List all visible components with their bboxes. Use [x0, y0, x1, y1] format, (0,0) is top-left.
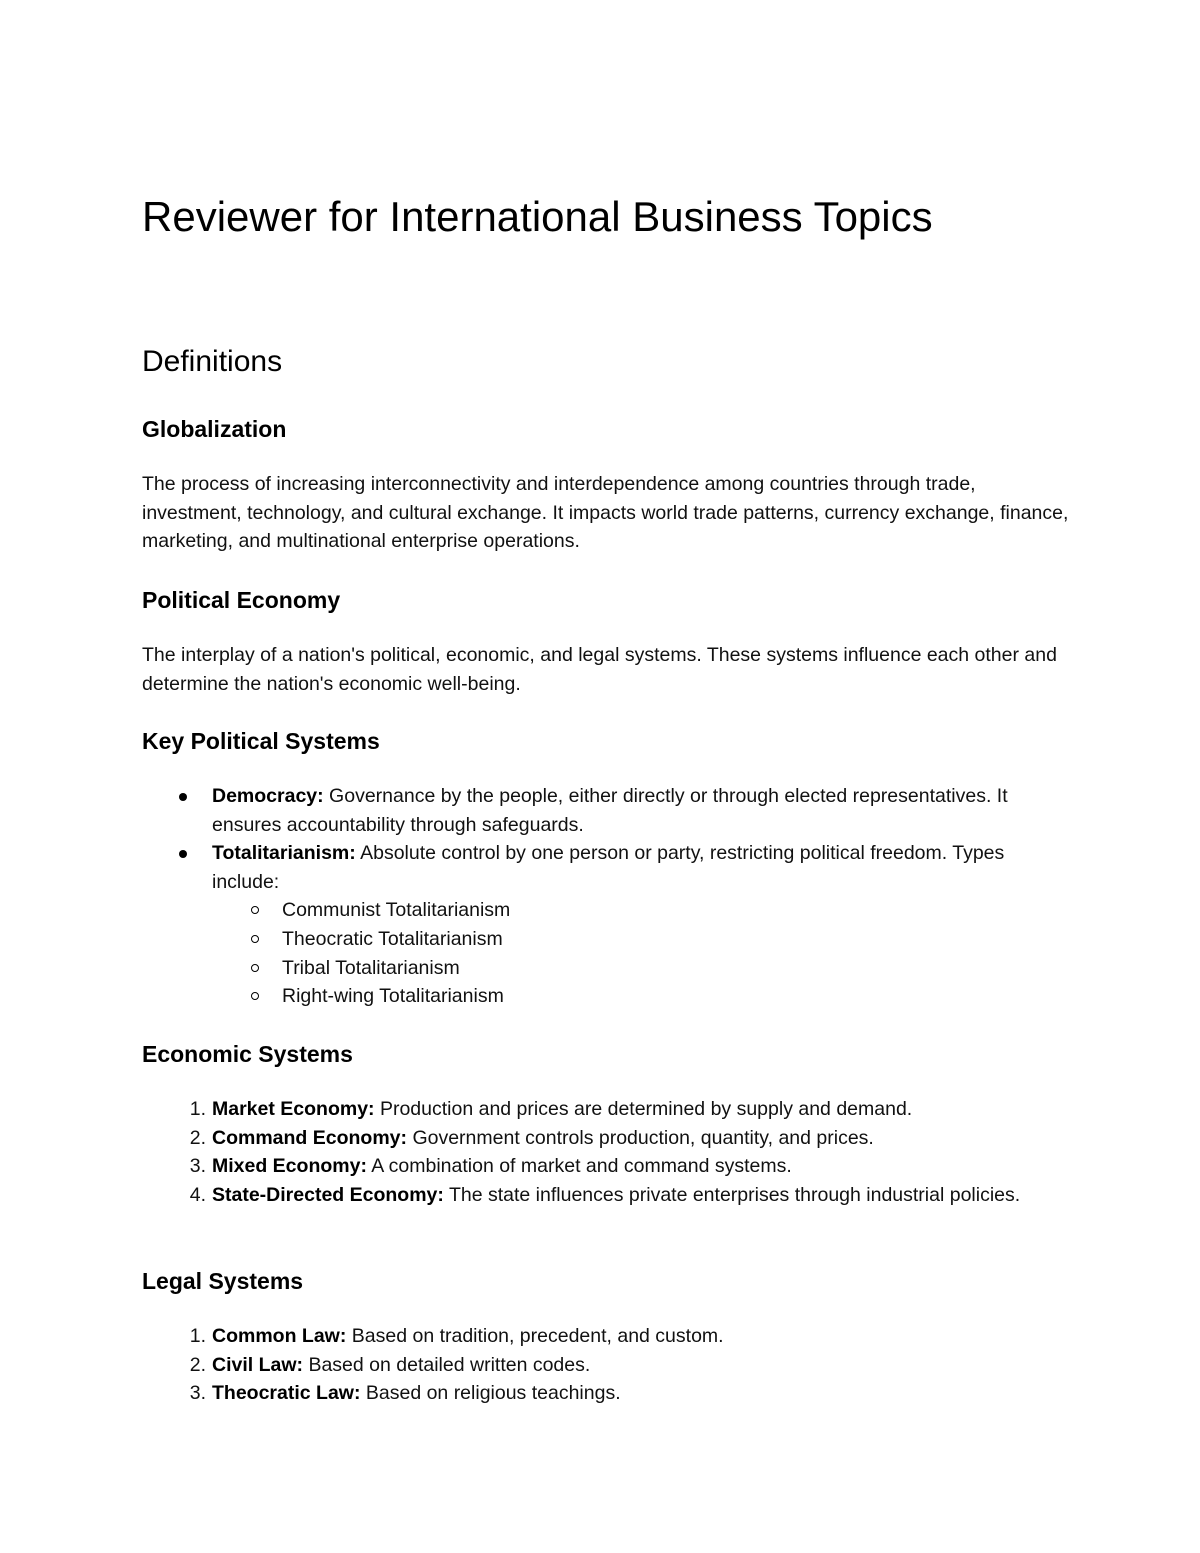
bullet-icon — [179, 793, 187, 801]
list-item-totalitarianism — [142, 839, 1072, 1011]
definitions-heading: Definitions — [142, 345, 283, 378]
political-economy-heading: Political Economy — [142, 587, 341, 613]
term-label: Command Economy: — [212, 1126, 408, 1149]
term-label: Civil Law: — [212, 1353, 304, 1376]
term-description: The state influences private enterprises through industrial policies. — [443, 1183, 1021, 1206]
list-number: 1. — [189, 1325, 206, 1347]
term-description: Absolute control by one person or party, restricting political freedom. Types include: — [212, 842, 1005, 893]
list-item-state-directed-economy — [142, 1181, 1072, 1210]
term-description: Production and prices are determined by supply and demand. — [374, 1098, 913, 1120]
term-description: Governance by the people, either directly or through elected representatives. It ensures accountability through safeguards. — [212, 785, 1008, 836]
term-label: Mixed Economy: — [212, 1155, 367, 1178]
political-systems-list — [142, 782, 1072, 1011]
term-label: Democracy: — [212, 785, 324, 807]
term-label: Market Economy: — [212, 1098, 375, 1120]
list-number: 1. — [189, 1098, 206, 1120]
key-political-systems-heading: Key Political Systems — [142, 728, 380, 754]
sub-list-item — [212, 896, 1072, 925]
economic-systems-heading: Economic Systems — [142, 1041, 353, 1067]
hollow-bullet-icon — [251, 906, 259, 914]
legal-systems-heading: Legal Systems — [142, 1268, 304, 1294]
list-number: 3. — [189, 1382, 206, 1405]
sub-list-item-label: Right-wing Totalitarianism — [282, 985, 504, 1008]
list-item-democracy — [142, 782, 1072, 839]
list-number: 4. — [189, 1183, 206, 1206]
sub-list-item-label: Communist Totalitarianism — [282, 899, 511, 922]
list-item-market-economy — [142, 1095, 1072, 1124]
term-label: Totalitarianism: — [212, 842, 356, 865]
term-label: State-Directed Economy: — [212, 1183, 444, 1206]
hollow-bullet-icon — [251, 935, 259, 943]
term-description: Based on detailed written codes. — [303, 1353, 591, 1376]
list-item-mixed-economy — [142, 1152, 1072, 1181]
sub-list-item-label: Theocratic Totalitarianism — [282, 927, 503, 950]
term-description: Based on religious teachings. — [360, 1382, 621, 1405]
sub-list-item — [212, 982, 1072, 1011]
list-item-common-law — [142, 1322, 1072, 1351]
term-description: A combination of market and command systems. — [366, 1155, 792, 1178]
legal-systems-list — [142, 1322, 1072, 1408]
totalitarianism-types-list — [212, 896, 1072, 1010]
political-economy-text: The interplay of a nation's political, economic, and legal systems. These systems influence each other and determine the nation's economic well-being. — [142, 644, 1057, 695]
bullet-icon — [179, 850, 187, 858]
term-description: Based on tradition, precedent, and custom. — [346, 1325, 724, 1347]
term-label: Common Law: — [212, 1325, 347, 1347]
list-item-civil-law — [142, 1351, 1072, 1380]
list-item-command-economy — [142, 1124, 1072, 1153]
term-description: Government controls production, quantity, and prices. — [407, 1126, 874, 1149]
globalization-heading: Globalization — [142, 416, 287, 442]
list-number: 2. — [189, 1353, 206, 1376]
hollow-bullet-icon — [251, 964, 259, 972]
sub-list-item — [212, 954, 1072, 983]
list-item-theocratic-law — [142, 1379, 1072, 1408]
list-number: 2. — [189, 1126, 206, 1149]
term-label: Theocratic Law: — [212, 1382, 361, 1405]
sub-list-item — [212, 925, 1072, 954]
list-number: 3. — [189, 1155, 206, 1178]
hollow-bullet-icon — [251, 992, 259, 1000]
globalization-text: The process of increasing interconnectivity and interdependence among countries through trade, investment, technology, and cultural exchange. It impacts world trade patterns, currency exchange, finance, marketing, and multinational enterprise operations. — [142, 473, 1069, 553]
economic-systems-list — [142, 1095, 1072, 1209]
sub-list-item-label: Tribal Totalitarianism — [282, 956, 460, 979]
document-title: Reviewer for International Business Topics — [142, 193, 933, 240]
